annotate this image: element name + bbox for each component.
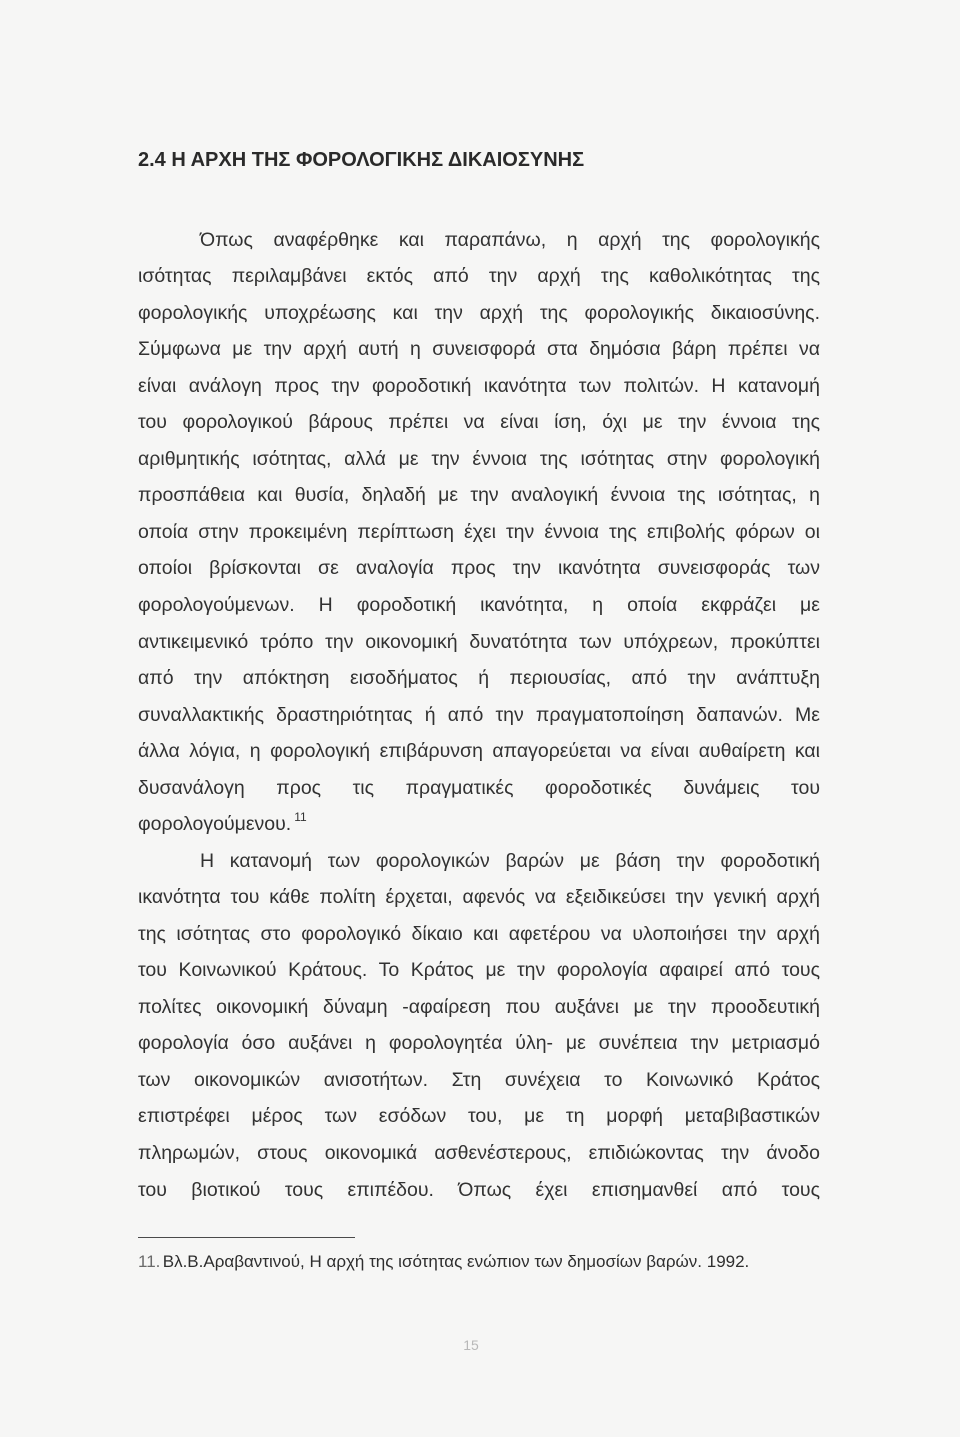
paragraph-1-line-8: προσπάθεια και θυσία, δηλαδή με την αναλογική έννοια της ισότητας, η xyxy=(138,484,820,507)
paragraph-1-line-1: Όπως αναφέρθηκε και παραπάνω, η αρχή της φορολογικής xyxy=(200,228,820,251)
footnote-text: Βλ.Β.Αραβαντινού, Η αρχή της ισότητας ενώπιον των δημοσίων βαρών. 1992. xyxy=(162,1252,750,1271)
paragraph-2-line-10: του βιοτικού τους επιπέδου. Όπως έχει επισημανθεί από τους xyxy=(138,1178,820,1201)
paragraph-1-line-2: ισότητας περιλαμβάνει εκτός από την αρχή της καθολικότητας της xyxy=(138,265,820,288)
paragraph-1-line-14: συναλλακτικής δραστηριότητας ή από την πραγματοποίηση δαπανών. Με xyxy=(138,703,820,726)
section-heading: 2.4 Η ΑΡΧΗ ΤΗΣ ΦΟΡΟΛΟΓΙΚΗΣ ΔΙΚΑΙΟΣΥΝΗΣ xyxy=(138,149,585,171)
paragraph-1-line-4: Σύμφωνα με την αρχή αυτή η συνεισφορά στα δημόσια βάρη πρέπει να xyxy=(138,338,820,361)
paragraph-1-line-11: φορολογούμενων. Η φοροδοτική ικανότητα, η οποία εκφράζει με xyxy=(138,594,820,616)
paragraph-2-line-6: φορολογία όσο αυξάνει η φορολογητέα ύλη- με συνέπεια την μετριασμό xyxy=(138,1032,820,1055)
paragraph-1-line-5: είναι ανάλογη προς την φοροδοτική ικανότητα των πολιτών. Η κατανομή xyxy=(138,374,820,397)
paragraph-1-line-15: άλλα λόγια, η φορολογική επιβάρυνση απαγορεύεται να είναι αυθαίρετη και xyxy=(138,740,820,763)
paragraph-1-line-7: αριθμητικής ισότητας, αλλά με την έννοια της ισότητας στην φορολογική xyxy=(138,447,820,470)
footnote-separator xyxy=(138,1237,355,1238)
paragraph-2-line-1: Η κατανομή των φορολογικών βαρών με βάση την φοροδοτική xyxy=(200,849,820,872)
paragraph-2-line-2: ικανότητα του κάθε πολίτη έρχεται, αφενός να εξειδικεύσει την γενική αρχή xyxy=(138,886,820,909)
paragraph-1-line-6: του φορολογικού βάρους πρέπει να είναι ίση, όχι με την έννοια της xyxy=(138,411,820,434)
paragraph-2-line-3: της ισότητας στο φορολογικό δίκαιο και αφετέρου να υλοποιήσει την αρχή xyxy=(138,922,820,945)
page-number: 15 xyxy=(463,1337,479,1353)
paragraph-1-line-13: από την απόκτηση εισοδήματος ή περιουσίας, από την ανάπτυξη xyxy=(138,667,820,690)
footnote-number: 11. xyxy=(138,1252,161,1271)
paragraph-1-line-17-text: φορολογούμενου. xyxy=(138,813,292,836)
paragraph-2-line-9: πληρωμών, στους οικονομικά ασθενέστερους, επιδιώκοντας την άνοδο xyxy=(138,1141,820,1164)
paragraph-1-line-12: αντικειμενικό τρόπο την οικονομική δυνατότητα των υπόχρεων, προκύπτει xyxy=(138,630,820,653)
body-text xyxy=(138,222,820,1208)
paragraph-2-line-7: των οικονομικών ανισοτήτων. Στη συνέχεια το Κοινωνικό Κράτος xyxy=(138,1068,820,1091)
paragraph-1-line-17 xyxy=(138,806,820,843)
paragraph-2-line-8: επιστρέφει μέρος των εσόδων του, με τη μορφή μεταβιβαστικών xyxy=(138,1105,820,1128)
paragraph-1-line-3: φορολογικής υποχρέωσης και την αρχή της φορολογικής δικαιοσύνης. xyxy=(138,301,820,324)
footnote-reference: 11 xyxy=(294,810,307,825)
paragraph-2-line-4: του Κοινωνικού Κράτους. Το Κράτος με την φορολογία αφαιρεί από τους xyxy=(138,959,820,982)
footnote xyxy=(138,1250,749,1274)
paragraph-1-line-9: οποία στην προκειμένη περίπτωση έχει την έννοια της επιβολής φόρων οι xyxy=(138,520,820,543)
paragraph-1-line-16: δυσανάλογη προς τις πραγματικές φοροδοτικές δυνάμεις του xyxy=(138,776,820,799)
paragraph-2-line-5: πολίτες οικονομική δύναμη -αφαίρεση που αυξάνει με την προοδευτική xyxy=(138,995,820,1018)
paragraph-1-line-10: οποίοι βρίσκονται σε αναλογία προς την ικανότητα συνεισφοράς των xyxy=(138,557,820,580)
